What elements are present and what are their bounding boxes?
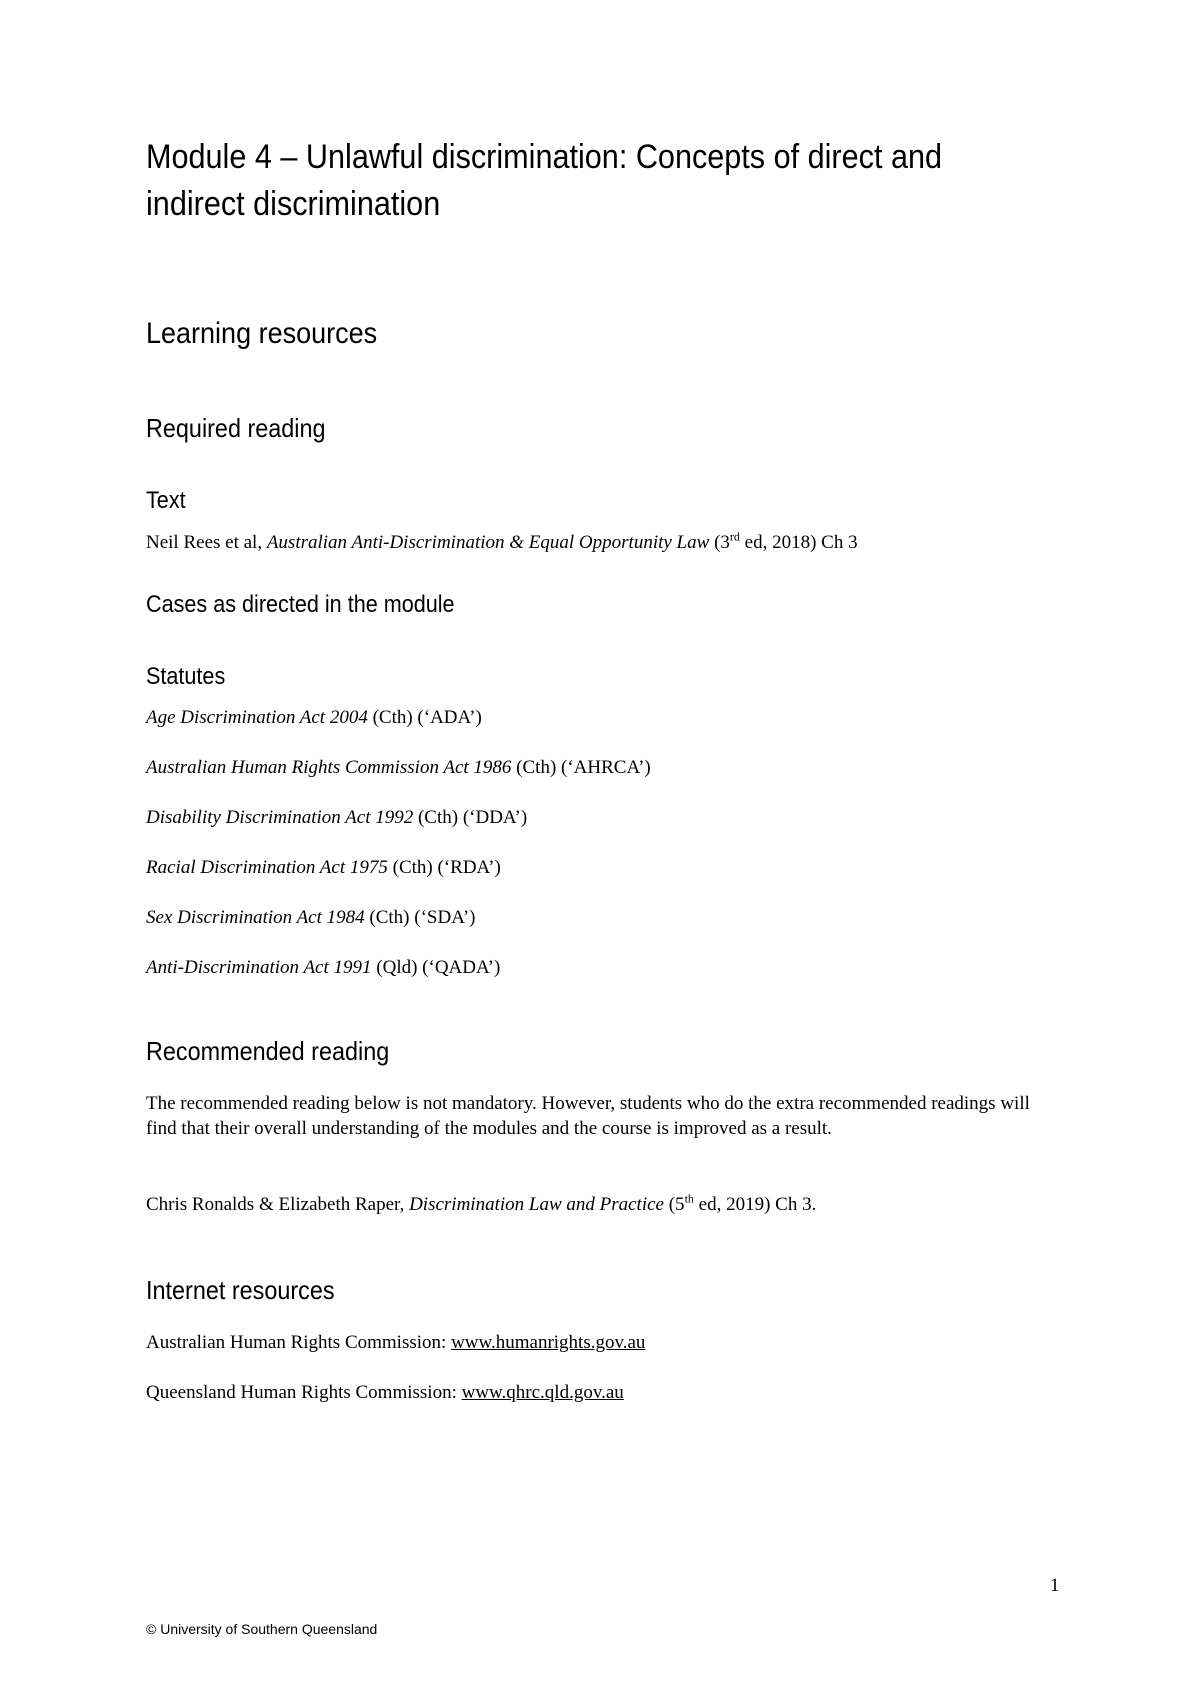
page-number: 1: [1050, 1575, 1060, 1596]
statute-name: Australian Human Rights Commission Act 1986: [146, 757, 512, 778]
cases-subheading: Cases as directed in the module: [146, 591, 455, 618]
statute-name: Anti-Discrimination Act 1991: [146, 957, 372, 978]
recommended-reading-heading: Recommended reading: [146, 1036, 390, 1066]
statute-item: [146, 705, 482, 730]
statute-item: [146, 905, 475, 930]
internet-resource-item: [146, 1330, 645, 1355]
text-reference: [146, 530, 858, 555]
title-line-1: Module 4 – Unlawful discrimination: Concepts of direct and: [146, 138, 943, 176]
statute-item: [146, 755, 651, 780]
footer-copyright: © University of Southern Queensland: [146, 1621, 378, 1637]
text-author: Neil Rees et al,: [146, 532, 267, 553]
qhrc-link[interactable]: www.qhrc.qld.gov.au: [461, 1382, 624, 1403]
recommended-reading-paragraph: The recommended reading below is not mandatory. However, students who do the extra recommended readings will find that their overall understanding of the modules and the course is improved as a result.: [146, 1093, 1030, 1139]
learning-resources-heading: Learning resources: [146, 317, 378, 350]
statute-name: Age Discrimination Act 2004: [146, 707, 368, 728]
text-edition-pre: (3: [709, 532, 730, 553]
statute-jurisdiction: (Cth) (‘DDA’): [413, 807, 528, 828]
recommended-reference: [146, 1192, 816, 1217]
internet-resources-heading: Internet resources: [146, 1275, 335, 1305]
statute-jurisdiction: (Cth) (‘SDA’): [364, 907, 476, 928]
statute-jurisdiction: (Cth) (‘AHRCA’): [511, 757, 651, 778]
resource-label: Queensland Human Rights Commission:: [146, 1382, 462, 1403]
statutes-subheading: Statutes: [146, 663, 226, 690]
text-subheading: Text: [146, 487, 186, 514]
statute-item: [146, 805, 527, 830]
rec-edition-post: ed, 2019) Ch 3.: [693, 1194, 817, 1215]
statute-jurisdiction: (Qld) (‘QADA’): [371, 957, 501, 978]
statute-item: [146, 855, 501, 880]
statute-item: [146, 955, 500, 980]
statute-jurisdiction: (Cth) (‘ADA’): [367, 707, 482, 728]
internet-resource-item: [146, 1380, 624, 1405]
statute-jurisdiction: (Cth) (‘RDA’): [387, 857, 501, 878]
text-edition-sup: rd: [729, 529, 740, 544]
rec-edition-pre: (5: [663, 1194, 685, 1215]
humanrights-link[interactable]: www.humanrights.gov.au: [451, 1332, 646, 1353]
page-title: [146, 134, 942, 228]
statute-name: Disability Discrimination Act 1992: [146, 807, 414, 828]
statute-name: Racial Discrimination Act 1975: [146, 857, 388, 878]
rec-book-title: Discrimination Law and Practice: [409, 1194, 664, 1215]
text-edition-post: ed, 2018) Ch 3: [739, 532, 858, 553]
rec-author: Chris Ronalds & Elizabeth Raper,: [146, 1194, 410, 1215]
resource-label: Australian Human Rights Commission:: [146, 1332, 452, 1353]
required-reading-heading: Required reading: [146, 413, 326, 443]
text-book-title: Australian Anti-Discrimination & Equal Opportunity Law: [266, 532, 710, 553]
title-line-2: indirect discrimination: [146, 185, 441, 223]
rec-edition-sup: th: [684, 1191, 694, 1206]
statute-name: Sex Discrimination Act 1984: [146, 907, 365, 928]
